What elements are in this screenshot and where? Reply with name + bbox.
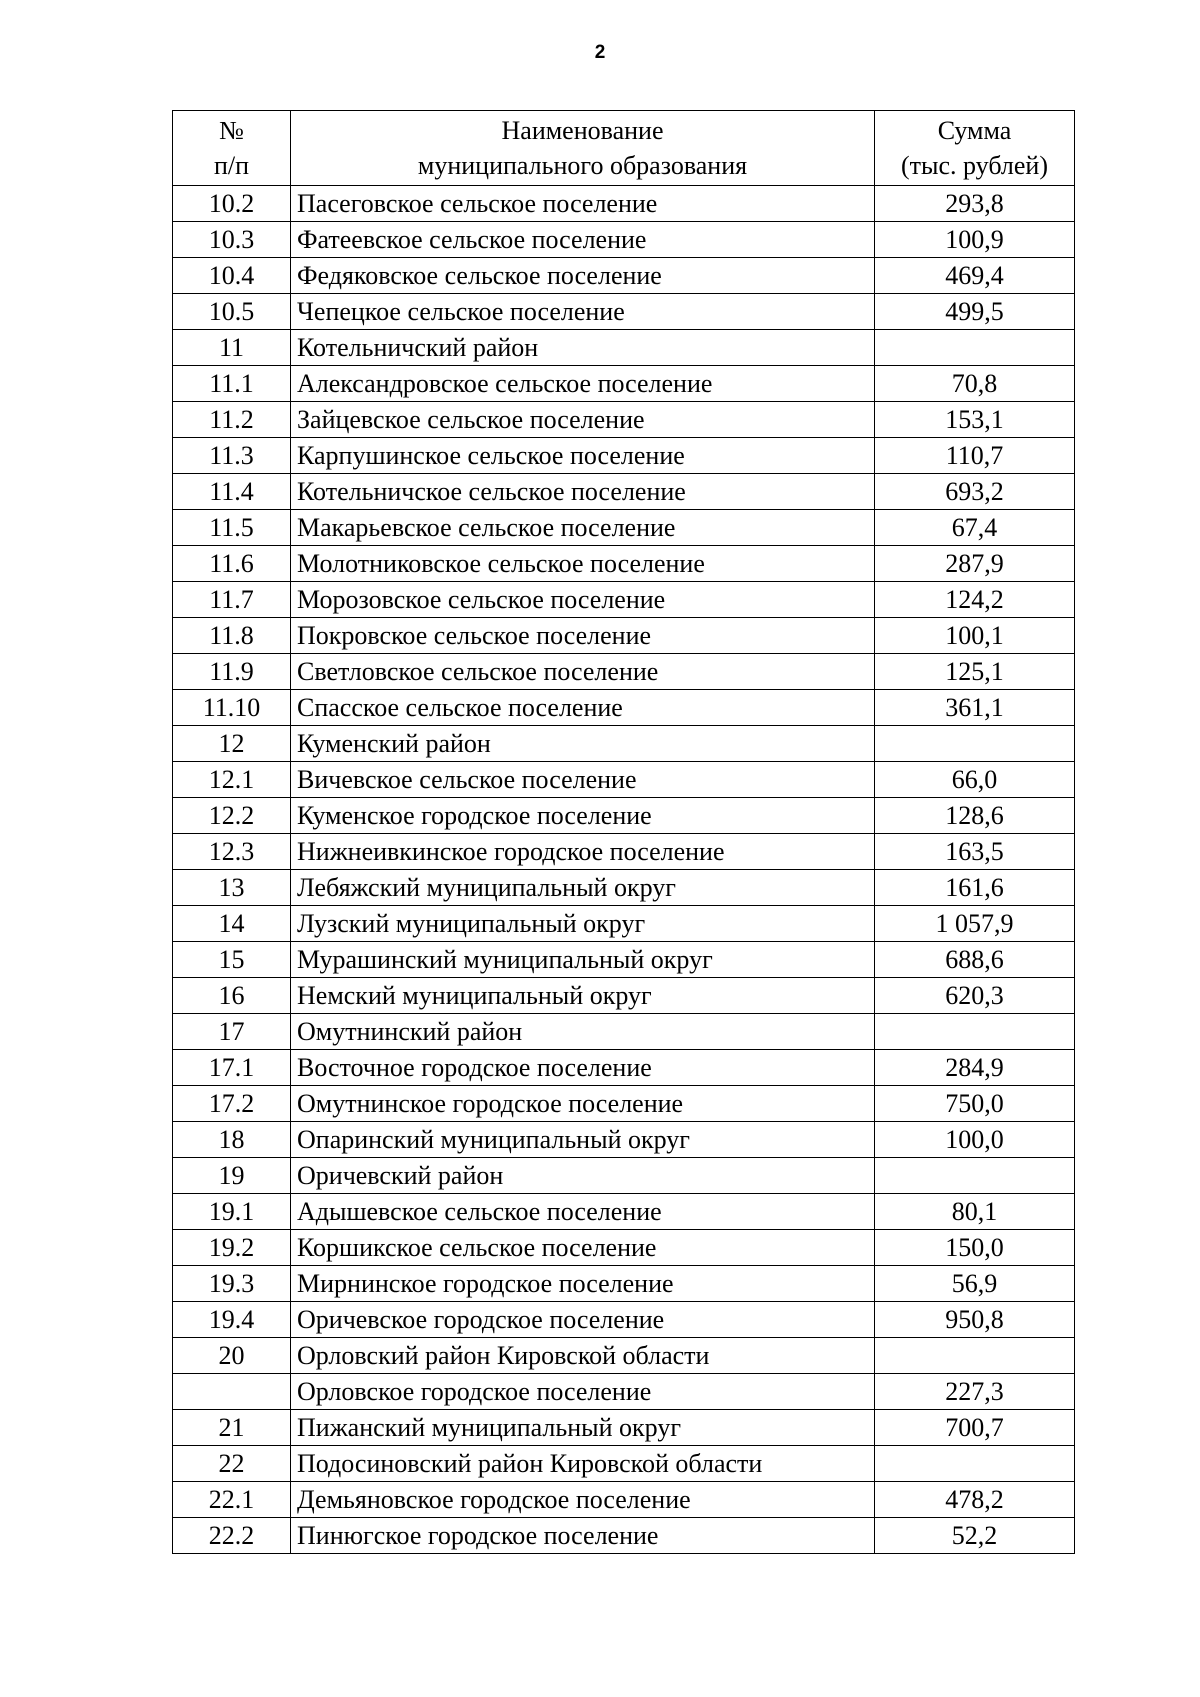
- row-number-cell: 20: [173, 1338, 291, 1374]
- row-sum-cell: 163,5: [875, 834, 1075, 870]
- row-sum-cell: 124,2: [875, 582, 1075, 618]
- row-sum-cell: [875, 1014, 1075, 1050]
- row-name-cell: Орловский район Кировской области: [291, 1338, 875, 1374]
- table-row: [173, 402, 1075, 438]
- row-sum-cell: 125,1: [875, 654, 1075, 690]
- page-number: 2: [594, 42, 606, 63]
- row-name-cell: Мирнинское городское поселение: [291, 1266, 875, 1302]
- row-sum-cell: 100,1: [875, 618, 1075, 654]
- row-sum-cell: 620,3: [875, 978, 1075, 1014]
- table-row: [173, 1194, 1075, 1230]
- row-number-cell: 11.6: [173, 546, 291, 582]
- table-row: [173, 1302, 1075, 1338]
- row-sum-cell: [875, 1338, 1075, 1374]
- row-name-cell: Вичевское сельское поселение: [291, 762, 875, 798]
- row-name-cell: Спасское сельское поселение: [291, 690, 875, 726]
- header-number-line2: п/п: [213, 151, 250, 180]
- row-number-cell: 11.5: [173, 510, 291, 546]
- row-number-cell: 12: [173, 726, 291, 762]
- row-sum-cell: [875, 1446, 1075, 1482]
- row-name-cell: Котельничский район: [291, 330, 875, 366]
- row-sum-cell: 478,2: [875, 1482, 1075, 1518]
- table-row: [173, 474, 1075, 510]
- row-sum-cell: 693,2: [875, 474, 1075, 510]
- row-number-cell: 12.3: [173, 834, 291, 870]
- table-row: [173, 1014, 1075, 1050]
- row-sum-cell: [875, 330, 1075, 366]
- row-name-cell: Фатеевское сельское поселение: [291, 222, 875, 258]
- table-row: [173, 618, 1075, 654]
- row-name-cell: Молотниковское сельское поселение: [291, 546, 875, 582]
- row-number-cell: 22.2: [173, 1518, 291, 1554]
- table-row: [173, 222, 1075, 258]
- table-row: [173, 654, 1075, 690]
- row-name-cell: Восточное городское поселение: [291, 1050, 875, 1086]
- row-sum-cell: 700,7: [875, 1410, 1075, 1446]
- row-number-cell: 22.1: [173, 1482, 291, 1518]
- table-row: [173, 186, 1075, 222]
- row-name-cell: Александровское сельское поселение: [291, 366, 875, 402]
- row-number-cell: 15: [173, 942, 291, 978]
- row-number-cell: 19.1: [173, 1194, 291, 1230]
- row-sum-cell: 70,8: [875, 366, 1075, 402]
- row-sum-cell: 227,3: [875, 1374, 1075, 1410]
- row-number-cell: 11.2: [173, 402, 291, 438]
- row-name-cell: Федяковское сельское поселение: [291, 258, 875, 294]
- table-row: [173, 906, 1075, 942]
- row-number-cell: 11.4: [173, 474, 291, 510]
- table-row: [173, 582, 1075, 618]
- row-name-cell: Омутнинское городское поселение: [291, 1086, 875, 1122]
- row-name-cell: Немский муниципальный округ: [291, 978, 875, 1014]
- row-number-cell: 11.8: [173, 618, 291, 654]
- row-number-cell: 11.1: [173, 366, 291, 402]
- row-sum-cell: 499,5: [875, 294, 1075, 330]
- row-number-cell: 10.4: [173, 258, 291, 294]
- row-sum-cell: 100,0: [875, 1122, 1075, 1158]
- row-name-cell: Котельничское сельское поселение: [291, 474, 875, 510]
- row-name-cell: Омутнинский район: [291, 1014, 875, 1050]
- row-number-cell: 19.4: [173, 1302, 291, 1338]
- row-name-cell: Орловское городское поселение: [291, 1374, 875, 1410]
- row-name-cell: Светловское сельское поселение: [291, 654, 875, 690]
- row-number-cell: 17.1: [173, 1050, 291, 1086]
- table-row: [173, 366, 1075, 402]
- table-row: [173, 1158, 1075, 1194]
- table-row: [173, 690, 1075, 726]
- row-number-cell: 18: [173, 1122, 291, 1158]
- row-name-cell: Чепецкое сельское поселение: [291, 294, 875, 330]
- row-number-cell: 19.2: [173, 1230, 291, 1266]
- row-number-cell: 17.2: [173, 1086, 291, 1122]
- row-sum-cell: 52,2: [875, 1518, 1075, 1554]
- row-name-cell: Мурашинский муниципальный округ: [291, 942, 875, 978]
- row-name-cell: Нижнеивкинское городское поселение: [291, 834, 875, 870]
- row-number-cell: 10.5: [173, 294, 291, 330]
- row-name-cell: Пинюгское городское поселение: [291, 1518, 875, 1554]
- row-name-cell: Лузский муниципальный округ: [291, 906, 875, 942]
- table-row: [173, 1482, 1075, 1518]
- table-row: [173, 834, 1075, 870]
- row-sum-cell: 161,6: [875, 870, 1075, 906]
- row-name-cell: Коршикское сельское поселение: [291, 1230, 875, 1266]
- header-sum-line1: Сумма: [937, 116, 1012, 145]
- table-row: [173, 1338, 1075, 1374]
- table-row: [173, 330, 1075, 366]
- row-name-cell: Пасеговское сельское поселение: [291, 186, 875, 222]
- row-name-cell: Оричевское городское поселение: [291, 1302, 875, 1338]
- table-row: [173, 1410, 1075, 1446]
- table-header: [173, 111, 1075, 186]
- table-row: [173, 762, 1075, 798]
- municipal-sums-table: [172, 110, 1075, 1554]
- row-number-cell: 11.7: [173, 582, 291, 618]
- row-sum-cell: 80,1: [875, 1194, 1075, 1230]
- row-sum-cell: 153,1: [875, 402, 1075, 438]
- row-sum-cell: 66,0: [875, 762, 1075, 798]
- row-number-cell: 17: [173, 1014, 291, 1050]
- row-name-cell: Куменское городское поселение: [291, 798, 875, 834]
- row-number-cell: 22: [173, 1446, 291, 1482]
- row-sum-cell: 750,0: [875, 1086, 1075, 1122]
- row-sum-cell: 287,9: [875, 546, 1075, 582]
- row-sum-cell: 284,9: [875, 1050, 1075, 1086]
- table-row: [173, 546, 1075, 582]
- header-name: [291, 111, 875, 186]
- row-number-cell: 10.3: [173, 222, 291, 258]
- table-row: [173, 1518, 1075, 1554]
- row-name-cell: Покровское сельское поселение: [291, 618, 875, 654]
- table-row: [173, 798, 1075, 834]
- row-name-cell: Карпушинское сельское поселение: [291, 438, 875, 474]
- header-row: [173, 111, 1075, 186]
- row-sum-cell: [875, 1158, 1075, 1194]
- row-sum-cell: 950,8: [875, 1302, 1075, 1338]
- row-number-cell: 11.3: [173, 438, 291, 474]
- table-row: [173, 1266, 1075, 1302]
- header-sum: [875, 111, 1075, 186]
- table-row: [173, 726, 1075, 762]
- row-number-cell: 19: [173, 1158, 291, 1194]
- table-row: [173, 258, 1075, 294]
- row-name-cell: Подосиновский район Кировской области: [291, 1446, 875, 1482]
- row-number-cell: 11.10: [173, 690, 291, 726]
- header-name-line1: Наименование: [501, 116, 664, 145]
- row-name-cell: Морозовское сельское поселение: [291, 582, 875, 618]
- row-number-cell: 12.2: [173, 798, 291, 834]
- row-name-cell: Демьяновское городское поселение: [291, 1482, 875, 1518]
- row-sum-cell: [875, 726, 1075, 762]
- row-sum-cell: 67,4: [875, 510, 1075, 546]
- row-sum-cell: 128,6: [875, 798, 1075, 834]
- row-sum-cell: 361,1: [875, 690, 1075, 726]
- row-number-cell: 11.9: [173, 654, 291, 690]
- row-sum-cell: 1 057,9: [875, 906, 1075, 942]
- table-row: [173, 438, 1075, 474]
- row-name-cell: Опаринский муниципальный округ: [291, 1122, 875, 1158]
- row-name-cell: Куменский район: [291, 726, 875, 762]
- row-number-cell: 12.1: [173, 762, 291, 798]
- row-sum-cell: 110,7: [875, 438, 1075, 474]
- table-row: [173, 1230, 1075, 1266]
- row-name-cell: Лебяжский муниципальный округ: [291, 870, 875, 906]
- header-number-line1: №: [219, 116, 244, 145]
- row-number-cell: [173, 1374, 291, 1410]
- row-sum-cell: 688,6: [875, 942, 1075, 978]
- table-row: [173, 1086, 1075, 1122]
- row-sum-cell: 100,9: [875, 222, 1075, 258]
- table-row: [173, 1446, 1075, 1482]
- table-row: [173, 1122, 1075, 1158]
- row-sum-cell: 56,9: [875, 1266, 1075, 1302]
- row-sum-cell: 293,8: [875, 186, 1075, 222]
- table-body: [173, 186, 1075, 1554]
- header-number: [173, 111, 291, 186]
- table-row: [173, 870, 1075, 906]
- row-number-cell: 14: [173, 906, 291, 942]
- row-name-cell: Адышевское сельское поселение: [291, 1194, 875, 1230]
- row-name-cell: Оричевский район: [291, 1158, 875, 1194]
- row-number-cell: 13: [173, 870, 291, 906]
- row-number-cell: 11: [173, 330, 291, 366]
- row-sum-cell: 150,0: [875, 1230, 1075, 1266]
- table-row: [173, 978, 1075, 1014]
- row-number-cell: 10.2: [173, 186, 291, 222]
- header-name-line2: муниципального образования: [417, 151, 748, 180]
- table-row: [173, 1374, 1075, 1410]
- row-sum-cell: 469,4: [875, 258, 1075, 294]
- row-name-cell: Макарьевское сельское поселение: [291, 510, 875, 546]
- table-row: [173, 294, 1075, 330]
- row-name-cell: Зайцевское сельское поселение: [291, 402, 875, 438]
- table-row: [173, 942, 1075, 978]
- row-name-cell: Пижанский муниципальный округ: [291, 1410, 875, 1446]
- row-number-cell: 16: [173, 978, 291, 1014]
- header-sum-line2: (тыс. рублей): [900, 151, 1048, 180]
- row-number-cell: 21: [173, 1410, 291, 1446]
- table-row: [173, 1050, 1075, 1086]
- row-number-cell: 19.3: [173, 1266, 291, 1302]
- table-row: [173, 510, 1075, 546]
